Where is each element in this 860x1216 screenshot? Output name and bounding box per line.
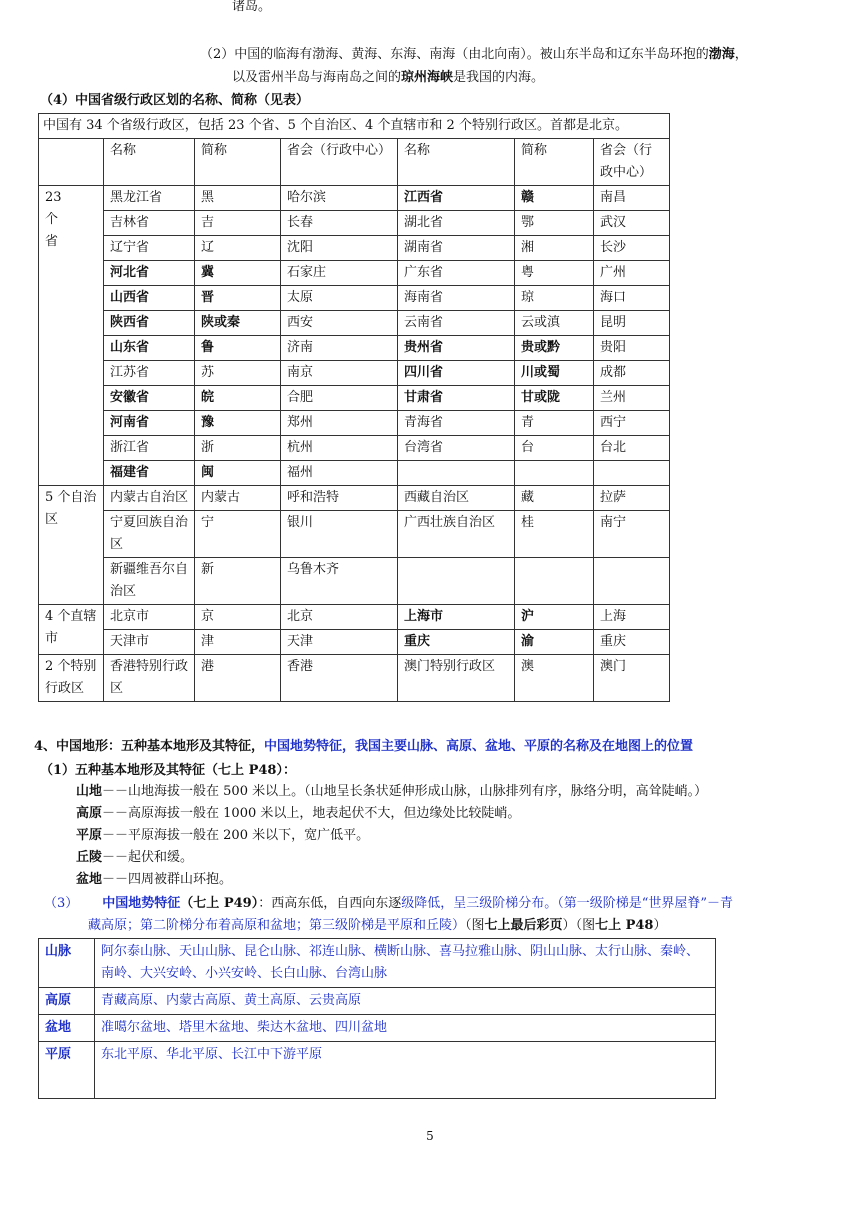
table-cell: 上海 [594,605,670,630]
table-cell: 新疆维吾尔自治区 [104,558,195,605]
table-cell: 澳 [515,655,594,702]
table-cell: 黑 [195,186,281,211]
text-span: 以及雷州半岛与海南岛之间的 [232,70,402,85]
column-header: 省会（行政中心） [281,139,398,186]
table-cell: 乌鲁木齐 [281,558,398,605]
table-cell: 青海省 [398,411,515,436]
table-cell: 南昌 [594,186,670,211]
table-cell: 台 [515,436,594,461]
table-cell: 广西壮族自治区 [398,511,515,558]
table-cell: 北京市 [104,605,195,630]
table-cell: 上海市 [398,605,515,630]
table-cell: 兰州 [594,386,670,411]
table-cell: 江苏省 [104,361,195,386]
table-cell: 安徽省 [104,386,195,411]
column-header: 简称 [195,139,281,186]
table-cell: 贵或黔 [515,336,594,361]
table-cell: 鄂 [515,211,594,236]
table-cell: 川或蜀 [515,361,594,386]
table-cell: 天津 [281,630,398,655]
terrain-category: 盆地 [39,1015,95,1042]
text-span: ） [562,918,576,933]
table-cell: 西宁 [594,411,670,436]
table-cell: 福州 [281,461,398,486]
table-row [39,461,670,486]
table-cell: 冀 [195,261,281,286]
landforms-subheading: （1）五种基本地形及其特征（七上 P48）： [40,763,296,778]
table-row [39,436,670,461]
table-cell [594,558,670,605]
landform-name: 丘陵 [76,850,103,865]
inland-seas-line [232,69,544,88]
landform-description: －－高原海拔一般在 1000 米以上，地表起伏不大，但边缘处比较陡峭。 [102,806,521,821]
terrain-items: 阿尔泰山脉、天山山脉、昆仑山脉、祁连山脉、横断山脉、喜马拉雅山脉、阴山山脉、太行山脉、秦岭、南岭、大兴安岭、小兴安岭、长白山脉、台湾山脉 [95,939,716,988]
table-cell: 昆明 [594,311,670,336]
table-cell: 云或滇 [515,311,594,336]
table-cell: 苏 [195,361,281,386]
table-cell: 河北省 [104,261,195,286]
table-row [39,236,670,261]
landform-item [76,783,707,802]
text-span: ：西高东低，自西向东逐 [258,896,402,911]
table-row [39,486,670,511]
table-cell: 藏 [515,486,594,511]
table-cell: 拉萨 [594,486,670,511]
table-cell: 合肥 [281,386,398,411]
table-cell: 江西省 [398,186,515,211]
terrain-items: 准噶尔盆地、塔里木盆地、柴达木盆地、四川盆地 [95,1015,716,1042]
table-cell [398,558,515,605]
terrain-table [38,938,716,1099]
table-cell: 新 [195,558,281,605]
table-cell: 甘或陇 [515,386,594,411]
table-cell: 豫 [195,411,281,436]
landform-name: 高原 [76,806,103,821]
table-cell: 台北 [594,436,670,461]
table-cell: 宁夏回族自治区 [104,511,195,558]
table-cell: 银川 [281,511,398,558]
landform-name: 盆地 [76,872,103,887]
table-cell: 成都 [594,361,670,386]
text-span: 是我国的内海。 [453,70,545,85]
terrain-category: 平原 [39,1042,95,1099]
group-label-cell: 5 个自治区 [39,486,104,605]
table-cell: 浙江省 [104,436,195,461]
page-number: 5 [426,1129,434,1143]
table-cell: 西安 [281,311,398,336]
table-cell: 湘 [515,236,594,261]
landform-item [76,805,520,824]
table-row [39,311,670,336]
landform-item [76,871,232,890]
terrain-features-line2 [88,917,667,936]
seas-paragraph [200,46,748,65]
text-span: ， [734,47,748,62]
table-cell: 吉 [195,211,281,236]
table-cell: 四川省 [398,361,515,386]
text-line: 诸岛。 [232,0,272,14]
column-header: 简称 [515,139,594,186]
table-cell: 河南省 [104,411,195,436]
table-cell: 辽 [195,236,281,261]
column-header: 名称 [398,139,515,186]
table-cell: 渝 [515,630,594,655]
text-span: ） [653,918,667,933]
terrain-features-line1 [44,895,733,914]
column-header: 省会（行政中心） [594,139,670,186]
table-cell: 山西省 [104,286,195,311]
table-cell: 海南省 [398,286,515,311]
heading-black: 4、中国地形：五种基本地形及其特征， [34,739,265,754]
terrain-category: 高原 [39,988,95,1015]
table-cell: 北京 [281,605,398,630]
table-row [39,988,716,1015]
text-span: （图 [575,918,596,933]
table-row [39,605,670,630]
table-cell: 重庆 [398,630,515,655]
group-label-cell: 23 个 省 [39,186,104,486]
table-row [39,286,670,311]
table-cell: 黑龙江省 [104,186,195,211]
table-cell: 晋 [195,286,281,311]
table-cell: 京 [195,605,281,630]
table-cell: 粤 [515,261,594,286]
table-cell: 津 [195,630,281,655]
table-cell: 陕或秦 [195,311,281,336]
table-cell: 济南 [281,336,398,361]
table-cell: 港 [195,655,281,702]
table-row [39,386,670,411]
landform-name: 山地 [76,784,103,799]
table-cell: 赣 [515,186,594,211]
table-cell: 广东省 [398,261,515,286]
text-span: 藏高原；第二阶梯分布着高原和盆地；第三级阶梯是平原和丘陵） [88,918,466,933]
table-cell: 桂 [515,511,594,558]
table-cell: 哈尔滨 [281,186,398,211]
table-cell [398,461,515,486]
table-row [39,1042,716,1099]
table-cell: 云南省 [398,311,515,336]
terrain-category: 山脉 [39,939,95,988]
table-cell: 内蒙古 [195,486,281,511]
intro-continuation [232,0,271,17]
table-intro: 中国有 34 个省级行政区，包括 23 个省、5 个自治区、4 个直辖市和 2 个特别行政区。首都是北京。 [39,114,670,139]
item-number: （3） [44,896,79,911]
table-cell: 福建省 [104,461,195,486]
table-row [39,186,670,211]
heading-blue: 中国地势特征，我国主要山脉、高原、盆地、平原的名称及在地图上的位置 [264,739,694,754]
table-cell: 吉林省 [104,211,195,236]
table-cell: 皖 [195,386,281,411]
terrain-section-heading [34,738,693,757]
table-cell [515,558,594,605]
table-cell: 呼和浩特 [281,486,398,511]
table-cell: 郑州 [281,411,398,436]
table-row [39,411,670,436]
table-cell: 青 [515,411,594,436]
table-cell: 沈阳 [281,236,398,261]
table-cell: 湖南省 [398,236,515,261]
provinces-table [38,113,670,702]
table-row [39,1015,716,1042]
table-cell: 广州 [594,261,670,286]
table-cell: 杭州 [281,436,398,461]
table-cell: 宁 [195,511,281,558]
group-label-cell: 2 个特别行政区 [39,655,104,702]
table-cell: 海口 [594,286,670,311]
table-cell [515,461,594,486]
section-heading: （4）中国省级行政区划的名称、简称（见表） [40,93,310,108]
terrain-items: 青藏高原、内蒙古高原、黄土高原、云贵高原 [95,988,716,1015]
table-row [39,211,670,236]
landform-name: 平原 [76,828,103,843]
table-row [39,939,716,988]
table-cell: 澳门 [594,655,670,702]
table-cell: 陕西省 [104,311,195,336]
table-cell: 甘肃省 [398,386,515,411]
table-cell: 内蒙古自治区 [104,486,195,511]
table-cell: 南京 [281,361,398,386]
table-row [39,261,670,286]
bold-term: 渤海 [708,47,735,62]
landform-description: －－四周被群山环抱。 [102,872,233,887]
page-ref: （七上 P49） [180,896,259,911]
table-cell: 南宁 [594,511,670,558]
table-cell: 贵阳 [594,336,670,361]
table-cell: 台湾省 [398,436,515,461]
table-cell: 琼 [515,286,594,311]
column-header: 名称 [104,139,195,186]
terrain-items: 东北平原、华北平原、长江中下游平原 [95,1042,716,1099]
table-cell: 贵州省 [398,336,515,361]
table-cell: 武汉 [594,211,670,236]
table-row [39,361,670,386]
landform-item [76,827,369,846]
bold-term: 琼州海峡 [401,70,454,85]
header-blank-cell [39,139,104,186]
landform-description: －－平原海拔一般在 200 米以下，宽广低平。 [102,828,370,843]
bold-term: 中国地势特征 [102,896,181,911]
figure-ref: 七上最后彩页 [484,918,563,933]
landform-description: －－山地海拔一般在 500 米以上。（山地呈长条状延伸形成山脉，山脉排列有序，脉络分明，高耸陡峭。） [102,784,708,799]
table-cell: 辽宁省 [104,236,195,261]
table-cell: 鲁 [195,336,281,361]
table-cell: 天津市 [104,630,195,655]
table-row [39,630,670,655]
table-cell: 香港特别行政区 [104,655,195,702]
table-cell: 香港 [281,655,398,702]
table-cell: 长春 [281,211,398,236]
text-span: 级降低，呈三级阶梯分布。（第一级阶梯是“世界屋脊”－青 [401,896,734,911]
table-cell: 重庆 [594,630,670,655]
table-cell: 太原 [281,286,398,311]
landform-description: －－起伏和缓。 [102,850,194,865]
table-cell: 闽 [195,461,281,486]
landform-item [76,849,193,868]
figure-ref: 七上 P48 [595,918,654,933]
text-span: （图 [465,918,485,933]
table-cell: 山东省 [104,336,195,361]
table-cell: 石家庄 [281,261,398,286]
table-cell: 沪 [515,605,594,630]
table-cell: 澳门特别行政区 [398,655,515,702]
group-label-cell: 4 个直辖市 [39,605,104,655]
table-row [39,655,670,702]
table-cell: 西藏自治区 [398,486,515,511]
table-row [39,558,670,605]
table-cell: 浙 [195,436,281,461]
table-cell [594,461,670,486]
table-cell: 长沙 [594,236,670,261]
table-row [39,511,670,558]
table-cell: 湖北省 [398,211,515,236]
table-row [39,336,670,361]
text-span: （2）中国的临海有渤海、黄海、东海、南海（由北向南）。被山东半岛和辽东半岛环抱的 [200,47,709,62]
